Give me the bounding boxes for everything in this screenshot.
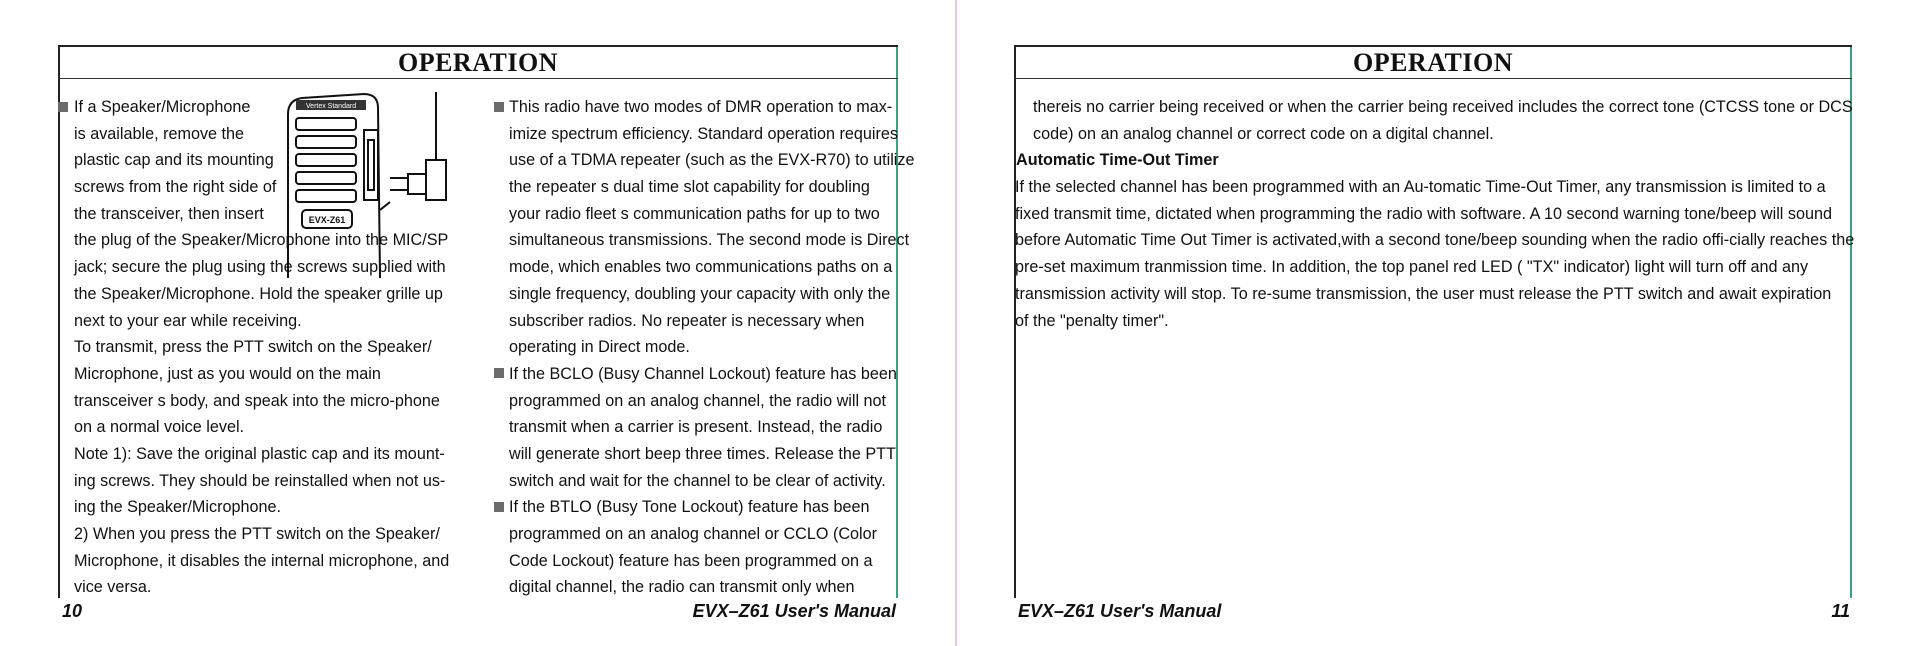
- text-line: simultaneous transmissions. The second mode is Direct: [509, 231, 910, 250]
- text-line: programmed on an analog channel or CCLO (Color: [509, 525, 878, 543]
- text-line: operating in Direct mode.: [509, 338, 690, 357]
- text-line: your radio fleet s communication paths for up to two: [509, 204, 880, 223]
- text-line: the plug of the Speaker/Microphone into the MIC/SP: [74, 231, 449, 250]
- bullet-icon: [58, 102, 68, 112]
- right-body-text: [1015, 174, 1855, 334]
- right-indented-text: [1033, 94, 1853, 147]
- text-line: code) on an analog channel or correct code on a digital channel.: [1033, 124, 1494, 143]
- text-line: use of a TDMA repeater (such as the EVX-R70) to utilize: [509, 151, 915, 170]
- text-line: thereis no carrier being received or when the carrier being received includes the correct tone (CTCSS tone or DCS: [1033, 98, 1853, 116]
- left-page: [0, 0, 955, 646]
- text-line: vice versa.: [74, 578, 152, 597]
- text-line: pre-set maximum tranmission time. In addition, the top panel red LED ( "TX" indicator) light will turn off and any: [1015, 258, 1809, 277]
- text-line: of the "penalty timer".: [1015, 311, 1169, 330]
- text-line: is available, remove the: [74, 124, 245, 143]
- manual-title-right: EVX–Z61 User's Manual: [1018, 601, 1222, 621]
- text-line: the repeater s dual time slot capability for doubling: [509, 178, 870, 197]
- heading-rule-left: [58, 78, 898, 79]
- text-line: Code Lockout) feature has been programmed on a: [509, 551, 873, 570]
- page-number-right: 11: [1831, 601, 1850, 621]
- text-line: This radio have two modes of DMR operation to max-: [509, 98, 893, 116]
- text-line: Microphone, it disables the internal microphone, and: [74, 551, 450, 570]
- text-line: next to your ear while receiving.: [74, 311, 302, 330]
- text-line: If the selected channel has been programmed with an Au-tomatic Time-Out Timer, any transmission is limited to a: [1015, 178, 1826, 197]
- heading-rule-right: [1014, 78, 1852, 79]
- text-line: If a Speaker/Microphone: [74, 98, 251, 116]
- text-line: programmed on an analog channel, the radio will not: [509, 391, 887, 410]
- text-line: plastic cap and its mounting: [74, 151, 274, 170]
- text-line: before Automatic Time Out Timer is activated,with a second tone/beep sounding when the radio offi-cially reaches the: [1015, 231, 1855, 250]
- text-line: fixed transmit time, dictated when programming the radio with software. A 10 second warning tone/beep will sound: [1015, 204, 1833, 223]
- text-line: on a normal voice level.: [74, 418, 245, 437]
- text-line: subscriber radios. No repeater is necessary when: [509, 311, 865, 330]
- text-line: screws from the right side of: [74, 178, 277, 197]
- bullet-icon: [494, 502, 504, 512]
- speaker-microphone-illustration: [286, 90, 464, 280]
- page-number-left: 10: [62, 601, 83, 621]
- right-page: [958, 0, 1912, 646]
- text-line: Note 1): Save the original plastic cap and its mount-: [74, 444, 445, 463]
- text-line: transmit when a carrier is present. Instead, the radio: [509, 418, 883, 437]
- text-line: will generate short beep three times. Release the PTT: [509, 444, 896, 463]
- device-label: EVX-Z61: [308, 215, 346, 225]
- text-line: If the BCLO (Busy Channel Lockout) feature has been: [509, 364, 897, 383]
- text-line: switch and wait for the channel to be clear of activity.: [509, 471, 886, 490]
- text-line: the transceiver, then insert: [74, 204, 264, 223]
- text-line: digital channel, the radio can transmit only when: [509, 578, 855, 597]
- bullet-icon: [494, 368, 504, 378]
- left-column-2: [509, 94, 915, 601]
- text-line: ing the Speaker/Microphone.: [74, 498, 281, 517]
- text-line: Microphone, just as you would on the main: [74, 364, 381, 383]
- page-gutter: [955, 0, 957, 646]
- text-line: single frequency, doubling your capacity with only the: [509, 284, 891, 303]
- page-heading-left: OPERATION: [397, 48, 559, 77]
- manual-title-left: EVX–Z61 User's Manual: [692, 601, 896, 621]
- text-line: imize spectrum efficiency. Standard operation requires: [509, 124, 898, 143]
- text-line: the Speaker/Microphone. Hold the speaker grille up: [74, 284, 443, 303]
- section-subheading: Automatic Time-Out Timer: [1016, 151, 1219, 170]
- text-line: 2) When you press the PTT switch on the Speaker/: [74, 525, 440, 543]
- text-line: To transmit, press the PTT switch on the Speaker/: [74, 338, 432, 357]
- bullet-icon: [494, 102, 504, 112]
- brand-label: Vertex Standard: [305, 103, 357, 110]
- text-line: jack; secure the plug using the screws supplied with: [74, 258, 446, 277]
- text-line: transmission activity will stop. To re-sume transmission, the user must release the PTT switch and await expiration: [1015, 284, 1832, 303]
- page-heading-right: OPERATION: [1352, 48, 1514, 77]
- text-line: mode, which enables two communications paths on a: [509, 258, 893, 277]
- text-line: ing screws. They should be reinstalled when not us-: [74, 471, 446, 490]
- text-line: If the BTLO (Busy Tone Lockout) feature has been: [509, 498, 870, 517]
- text-line: transceiver s body, and speak into the micro-phone: [74, 391, 440, 410]
